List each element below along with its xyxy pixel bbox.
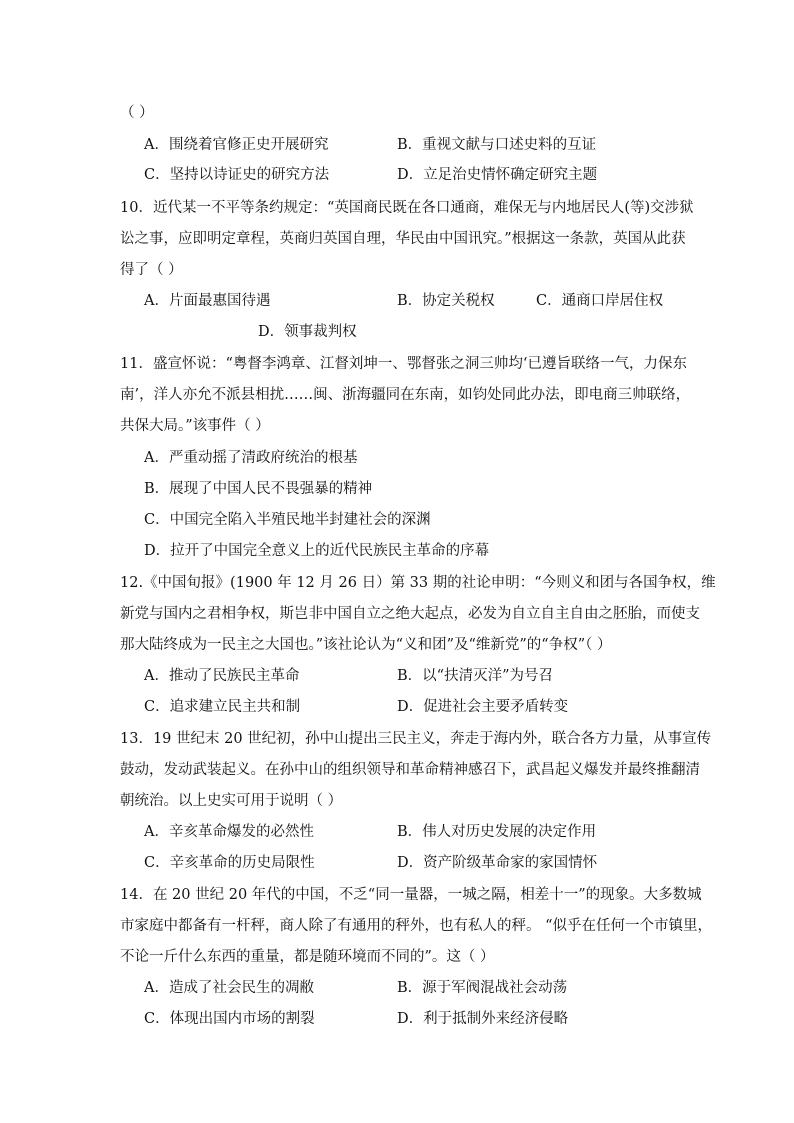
q10-option-d: D．领事裁判权 (258, 324, 357, 340)
q11-option-d: D．拉开了中国完全意义上的近代民族民主革命的序幕 (144, 543, 490, 559)
q14-stem-line-3: 不论一斤什么东西的重量，都是随环境而不同的”。这（ ） (120, 949, 495, 965)
q13-option-b: B．伟人对历史发展的决定作用 (397, 824, 597, 840)
q12-stem-line-3: 那大陆终成为一民主之大国也。”该社论认为“义和团”及“维新党”的“争权”（ ） (120, 637, 612, 653)
q10-option-a: A．片面最惠国待遇 (144, 293, 271, 309)
q13-option-a: A．辛亥革命爆发的必然性 (144, 824, 314, 840)
q12-option-c: C．追求建立民主共和制 (144, 699, 301, 715)
q13-option-d: D．资产阶级革命家的家国情怀 (397, 855, 598, 871)
q11-option-b: B．展现了中国人民不畏强暴的精神 (144, 481, 373, 497)
q10-stem-line-3: 得了（ ） (120, 262, 183, 278)
q14-stem-line-2: 市家庭中都备有一杆秤，商人除了有通用的秤外，也有私人的秤。 “似乎在任何一个市镇里， (120, 918, 713, 934)
q9-option-c: C．坚持以诗证史的研究方法 (144, 167, 330, 183)
q9-option-a: A．围绕着官修正史开展研究 (144, 137, 329, 153)
q11-option-c: C．中国完全陷入半殖民地半封建社会的深渊 (144, 512, 431, 528)
q14-option-d: D．利于抵制外来经济侵略 (397, 1011, 569, 1027)
q11-option-a: A．严重动摇了清政府统治的根基 (144, 450, 358, 466)
q10-option-c: C．通商口岸居住权 (536, 293, 664, 309)
q14-option-a: A．造成了社会民生的凋敝 (144, 980, 314, 996)
q12-stem-line-2: 新党与国内之君相争权，斯岂非中国自立之绝大起点，必发为自立自主自由之胚胎，而使支 (120, 606, 700, 622)
q14-option-c: C．体现出国内市场的割裂 (144, 1011, 315, 1027)
q13-stem-line-2: 鼓动，发动武装起义。在孙中山的组织领导和革命精神感召下，武昌起义爆发并最终推翻清 (120, 762, 700, 778)
q11-stem-line-2: 南’，洋人亦允不派县相扰……闽、浙海疆同在东南，如钧处同此办法，即电商三帅联络， (120, 387, 691, 403)
q9-option-d: D．立足治史情怀确定研究主题 (397, 167, 598, 183)
q12-option-d: D．促进社会主要矛盾转变 (397, 699, 569, 715)
q11-stem-line-1: 11．盛宣怀说：“粤督李鸿章、江督刘坤一、鄂督张之洞三帅均‘已遵旨联络一气，力保东 (120, 356, 687, 372)
q10-stem-line-1: 10．近代某一不平等条约规定：“英国商民既在各口通商，难保无与内地居民人(等)交涉狱 (120, 200, 694, 216)
q12-option-b: B．以“扶清灭洋”为号召 (397, 668, 553, 684)
q14-option-b: B．源于军阀混战社会动荡 (397, 980, 568, 996)
q11-stem-line-3: 共保大局。”该事件（ ） (120, 418, 270, 434)
q13-stem-line-3: 朝统治。以上史实可用于说明（ ） (120, 793, 343, 809)
q9-stem-tail: （ ） (120, 105, 154, 121)
q12-stem-line-1: 12.《中国旬报》(1900 年 12 月 26 日）第 33 期的社论申明：“今则义和团与各国争权，维 (120, 575, 716, 591)
q13-option-c: C．辛亥革命的历史局限性 (144, 855, 315, 871)
q10-option-b: B．协定关税权 (397, 293, 495, 309)
q12-option-a: A．推动了民族民主革命 (144, 668, 300, 684)
q9-option-b: B．重视文献与口述史料的互证 (397, 137, 597, 153)
q13-stem-line-1: 13．19 世纪末 20 世纪初，孙中山提出三民主义，奔走于海内外，联合各方力量，从事宣传 (120, 731, 712, 747)
q14-stem-line-1: 14．在 20 世纪 20 年代的中国，不乏“同一量器，一城之隔，相差十一”的现象。大多数城 (120, 887, 702, 903)
q10-stem-line-2: 讼之事，应即明定章程，英商归英国自理，华民由中国讯究。”根据这一条款，英国从此获 (120, 231, 686, 247)
